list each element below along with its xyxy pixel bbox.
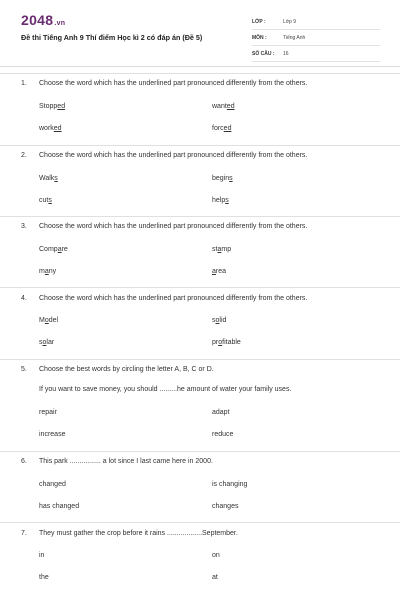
option-text: the	[39, 574, 49, 581]
site-logo[interactable]	[21, 12, 65, 28]
option-text: re	[61, 246, 68, 253]
option-text: del	[48, 317, 59, 324]
option-text: fitable	[222, 339, 241, 346]
underlined-part: a	[212, 268, 216, 275]
option-a[interactable]	[39, 246, 68, 253]
option-text: in	[39, 552, 45, 559]
option-text: changed	[39, 481, 66, 488]
logo-tld: .vn	[54, 20, 66, 27]
option-b[interactable]	[212, 175, 233, 182]
question-text	[21, 80, 307, 87]
option-text: begin	[212, 175, 230, 182]
option-text: s	[212, 317, 216, 324]
meta-value: 16	[283, 50, 289, 57]
question-sentence: If you want to save money, you should .........he amount of water your family uses.	[39, 386, 292, 393]
option-text: changes	[212, 503, 239, 510]
option-text: cut	[39, 197, 49, 204]
option-b[interactable]	[212, 552, 220, 559]
option-b[interactable]	[212, 481, 247, 488]
option-text: st	[212, 246, 218, 253]
option-d[interactable]	[212, 339, 241, 346]
underlined-part: ed	[223, 125, 232, 132]
option-a[interactable]	[39, 175, 58, 182]
option-text: Comp	[39, 246, 58, 253]
underlined-part: ed	[53, 125, 62, 132]
option-a[interactable]	[39, 409, 57, 416]
option-c[interactable]	[39, 503, 79, 510]
option-a[interactable]	[39, 481, 66, 488]
document-title: Đề thi Tiếng Anh 9 Thí điểm Học kì 2 có đáp án (Đề 5)	[21, 33, 203, 42]
page-header	[0, 0, 400, 67]
underlined-part: s	[225, 197, 229, 204]
option-text: repair	[39, 409, 57, 416]
question-prompt: Choose the word which has the underlined part pronounced differently from the others.	[39, 152, 308, 159]
option-c[interactable]	[39, 431, 65, 438]
option-text: increase	[39, 431, 66, 438]
option-d[interactable]	[212, 197, 229, 204]
question-divider	[0, 145, 400, 146]
option-text: work	[39, 125, 54, 132]
meta-value: Tiếng Anh	[283, 34, 306, 41]
option-b[interactable]	[212, 409, 230, 416]
question-text	[21, 530, 238, 537]
option-a[interactable]	[39, 552, 44, 559]
question-number: 3.	[21, 223, 27, 230]
underlined-part: a	[44, 268, 49, 275]
question-prompt: This park ................ a lot since I last came here in 2000.	[39, 458, 213, 465]
option-text: mp	[221, 246, 232, 253]
option-a[interactable]	[39, 103, 65, 110]
meta-row-count	[252, 46, 380, 62]
underlined-part: o	[215, 317, 220, 324]
option-a[interactable]	[39, 317, 58, 324]
underlined-part: a	[57, 246, 62, 253]
option-c[interactable]	[39, 197, 52, 204]
question-text	[21, 223, 307, 230]
option-text: forc	[212, 125, 224, 132]
meta-row-class	[252, 14, 380, 30]
question-text	[21, 458, 213, 465]
option-c[interactable]	[39, 268, 56, 275]
option-c[interactable]	[39, 574, 49, 581]
underlined-part: o	[218, 339, 223, 346]
question-divider	[0, 73, 400, 74]
meta-row-subject	[252, 30, 380, 46]
option-text: lid	[219, 317, 227, 324]
meta-label: LỚP :	[252, 18, 266, 25]
option-d[interactable]	[212, 268, 226, 275]
option-c[interactable]	[39, 339, 54, 346]
option-text: reduce	[212, 431, 234, 438]
option-d[interactable]	[212, 574, 218, 581]
option-text: rea	[215, 268, 227, 275]
question-text	[21, 366, 214, 373]
question-text	[21, 295, 307, 302]
question-prompt: Choose the word which has the underlined part pronounced differently from the others.	[39, 80, 308, 87]
option-b[interactable]	[212, 246, 231, 253]
question-prompt: They must gather the crop before it rains ..................September.	[39, 530, 238, 537]
question-divider	[0, 359, 400, 360]
option-text: has changed	[39, 503, 80, 510]
option-text: ny	[48, 268, 57, 275]
underlined-part: a	[217, 246, 222, 253]
logo-main: 2048	[21, 12, 54, 28]
option-text: adapt	[212, 409, 230, 416]
question-divider	[0, 287, 400, 288]
question-text	[21, 152, 307, 159]
question-divider	[0, 522, 400, 523]
meta-label: MÔN :	[252, 34, 267, 41]
underlined-part: o	[42, 339, 47, 346]
option-text: lar	[46, 339, 55, 346]
underlined-part: ed	[226, 103, 235, 110]
underlined-part: o	[44, 317, 49, 324]
meta-table	[252, 14, 380, 62]
option-text: Stopp	[39, 103, 58, 110]
question-number: 4.	[21, 295, 27, 302]
question-number: 6.	[21, 458, 27, 465]
underlined-part: s	[54, 175, 58, 182]
question-prompt: Choose the word which has the underlined part pronounced differently from the others.	[39, 295, 308, 302]
option-text: help	[212, 197, 226, 204]
question-prompt: Choose the word which has the underlined part pronounced differently from the others.	[39, 223, 308, 230]
option-text: at	[212, 574, 218, 581]
option-text: pr	[212, 339, 219, 346]
option-d[interactable]	[212, 503, 238, 510]
question-divider	[0, 216, 400, 217]
option-b[interactable]	[212, 317, 226, 324]
option-b[interactable]	[212, 103, 235, 110]
option-d[interactable]	[212, 125, 231, 132]
question-number: 7.	[21, 530, 27, 537]
question-divider	[0, 451, 400, 452]
option-text: on	[212, 552, 220, 559]
underlined-part: s	[229, 175, 233, 182]
question-number: 1.	[21, 80, 27, 87]
question-prompt: Choose the best words by circling the letter A, B, C or D.	[39, 366, 214, 373]
option-d[interactable]	[212, 431, 233, 438]
option-text: want	[212, 103, 227, 110]
option-text: is changing	[212, 481, 248, 488]
option-text: M	[39, 317, 45, 324]
question-number: 5.	[21, 366, 27, 373]
underlined-part: s	[48, 197, 52, 204]
option-text: Walk	[39, 175, 55, 182]
meta-value: Lớp 9	[283, 18, 297, 25]
underlined-part: ed	[57, 103, 66, 110]
option-text: s	[39, 339, 43, 346]
meta-label: SỐ CÂU :	[252, 50, 275, 57]
option-c[interactable]	[39, 125, 62, 132]
question-number: 2.	[21, 152, 27, 159]
option-text: m	[39, 268, 45, 275]
